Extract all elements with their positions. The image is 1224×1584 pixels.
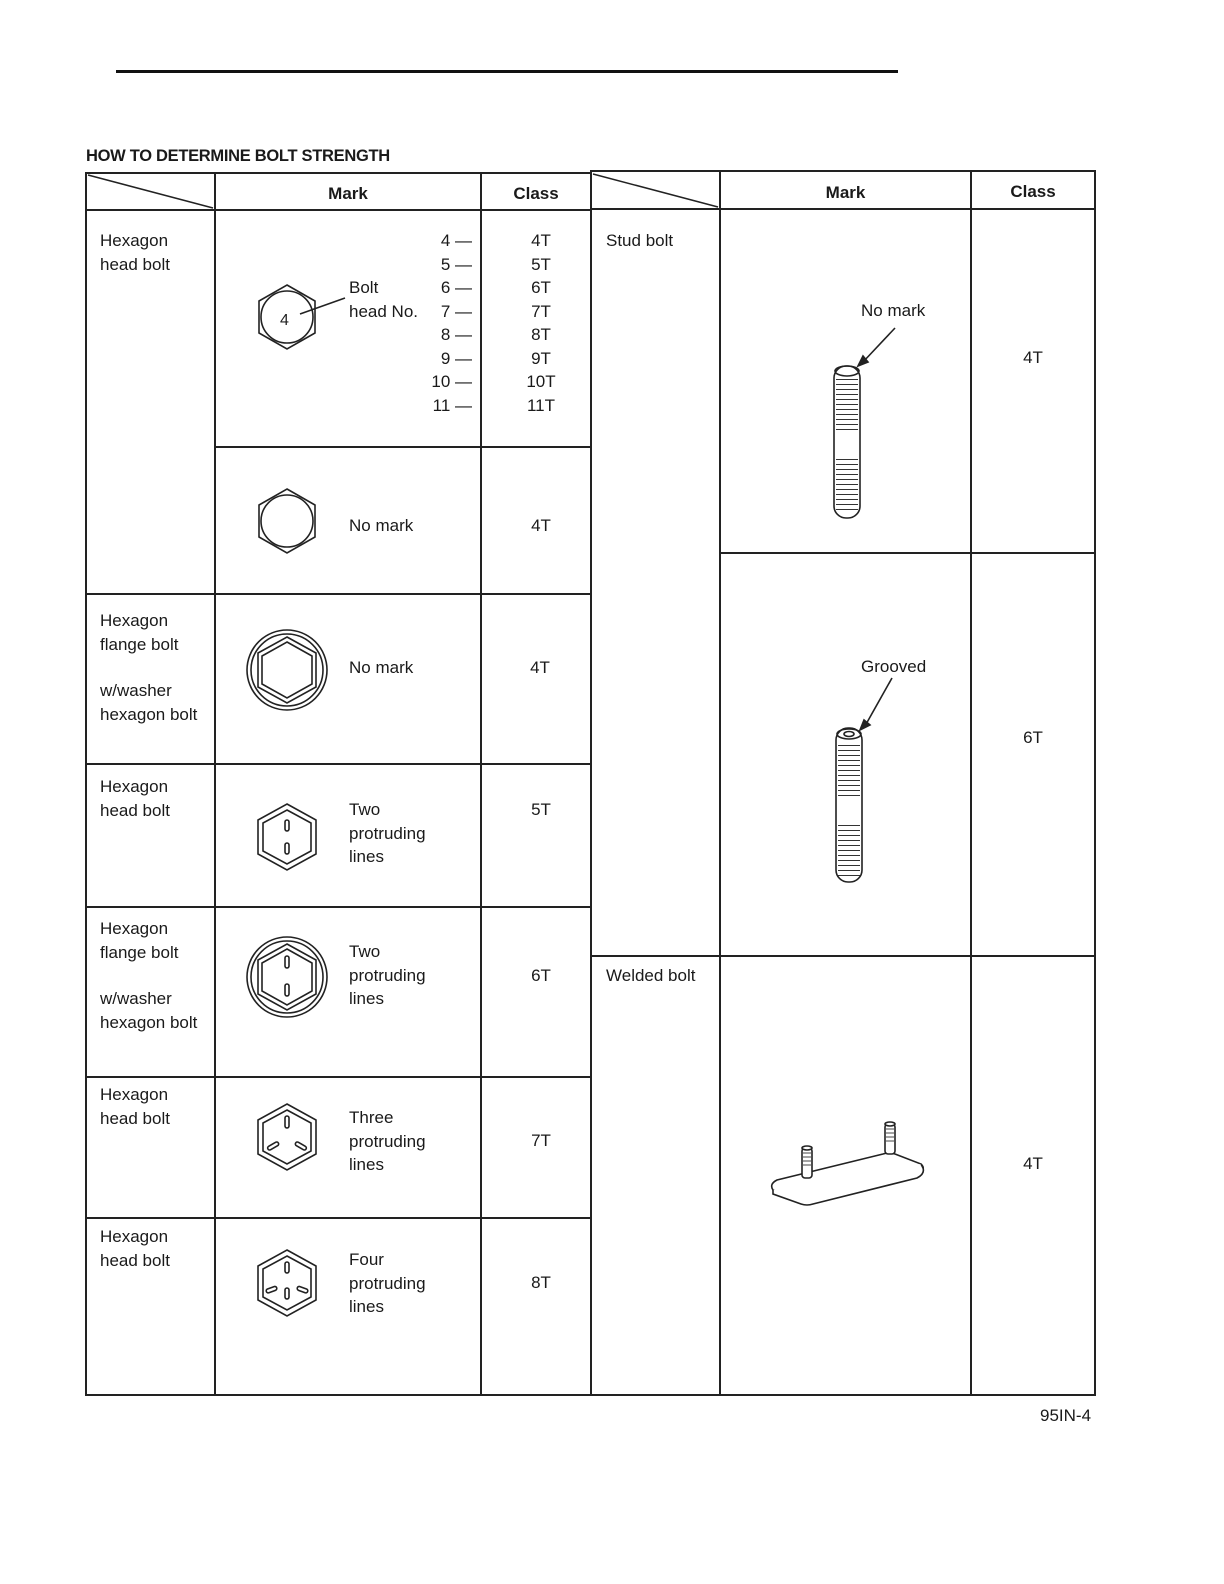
right-mark-header: Mark	[825, 183, 866, 202]
row6-mark-label: Three protruding lines	[349, 1108, 426, 1174]
bolt-type-hexagon-flange: Hexagon flange bolt w/washer hexagon bolt	[100, 611, 198, 724]
flange-bolt-no-mark-icon	[245, 627, 335, 717]
right-class-header: Class	[1010, 182, 1056, 201]
bolt-type-hexagon-flange: Hexagon flange bolt w/washer hexagon bolt	[100, 919, 198, 1032]
row5-mark-label: Two protruding lines	[349, 942, 426, 1008]
stud-grooved-label: Grooved	[861, 657, 927, 676]
class-list: 4T 5T 6T 7T 8T 9T 10T 11T	[526, 231, 556, 415]
stud-bolt-grooved-icon	[825, 678, 905, 898]
bolt-type-welded: Welded bolt	[606, 966, 696, 985]
stud-no-mark-class: 4T	[1023, 348, 1043, 367]
stud-grooved-class: 6T	[1023, 728, 1043, 747]
two-lines-head-icon	[252, 802, 332, 882]
left-mark-header: Mark	[328, 184, 368, 203]
four-lines-head-icon	[252, 1248, 332, 1328]
bolt-type-stud: Stud bolt	[606, 231, 674, 250]
stud-bolt-no-mark-icon	[825, 322, 905, 522]
row6-class: 7T	[531, 1131, 551, 1150]
row7-class: 8T	[531, 1273, 551, 1292]
row3-class: 4T	[530, 658, 550, 677]
bolt-type-hexagon-head: Hexagon head bolt	[100, 1227, 170, 1270]
figure-code: 95IN-4	[1040, 1406, 1092, 1425]
flange-two-lines-icon	[245, 934, 335, 1024]
row4-mark-label: Two protruding lines	[349, 800, 426, 866]
page-title: HOW TO DETERMINE BOLT STRENGTH	[86, 147, 390, 165]
stud-no-mark-label: No mark	[861, 301, 926, 320]
svg-text:4: 4	[280, 312, 289, 329]
bolt-type-hexagon-head: Hexagon head bolt	[100, 777, 170, 820]
row2-mark-label: No mark	[349, 516, 414, 535]
row4-class: 5T	[531, 800, 551, 819]
row3-mark-label: No mark	[349, 658, 414, 677]
welded-bolt-plate-icon	[765, 1118, 945, 1218]
bolt-type-hexagon-head: Hexagon head bolt	[100, 1085, 170, 1128]
bolt-head-number-callout: Bolt head No.	[349, 278, 418, 321]
row2-class: 4T	[531, 516, 551, 535]
row5-class: 6T	[531, 966, 551, 985]
bolt-type-hexagon-head: Hexagon head bolt	[100, 231, 170, 274]
three-lines-head-icon	[252, 1102, 332, 1182]
welded-class: 4T	[1023, 1154, 1043, 1173]
head-number-list: 4 — 5 — 6 — 7 — 8 — 9 — 10 — 11 —	[431, 231, 472, 415]
hexagon-head-no-mark-icon	[250, 486, 330, 566]
row7-mark-label: Four protruding lines	[349, 1250, 426, 1316]
left-class-header: Class	[513, 184, 559, 203]
